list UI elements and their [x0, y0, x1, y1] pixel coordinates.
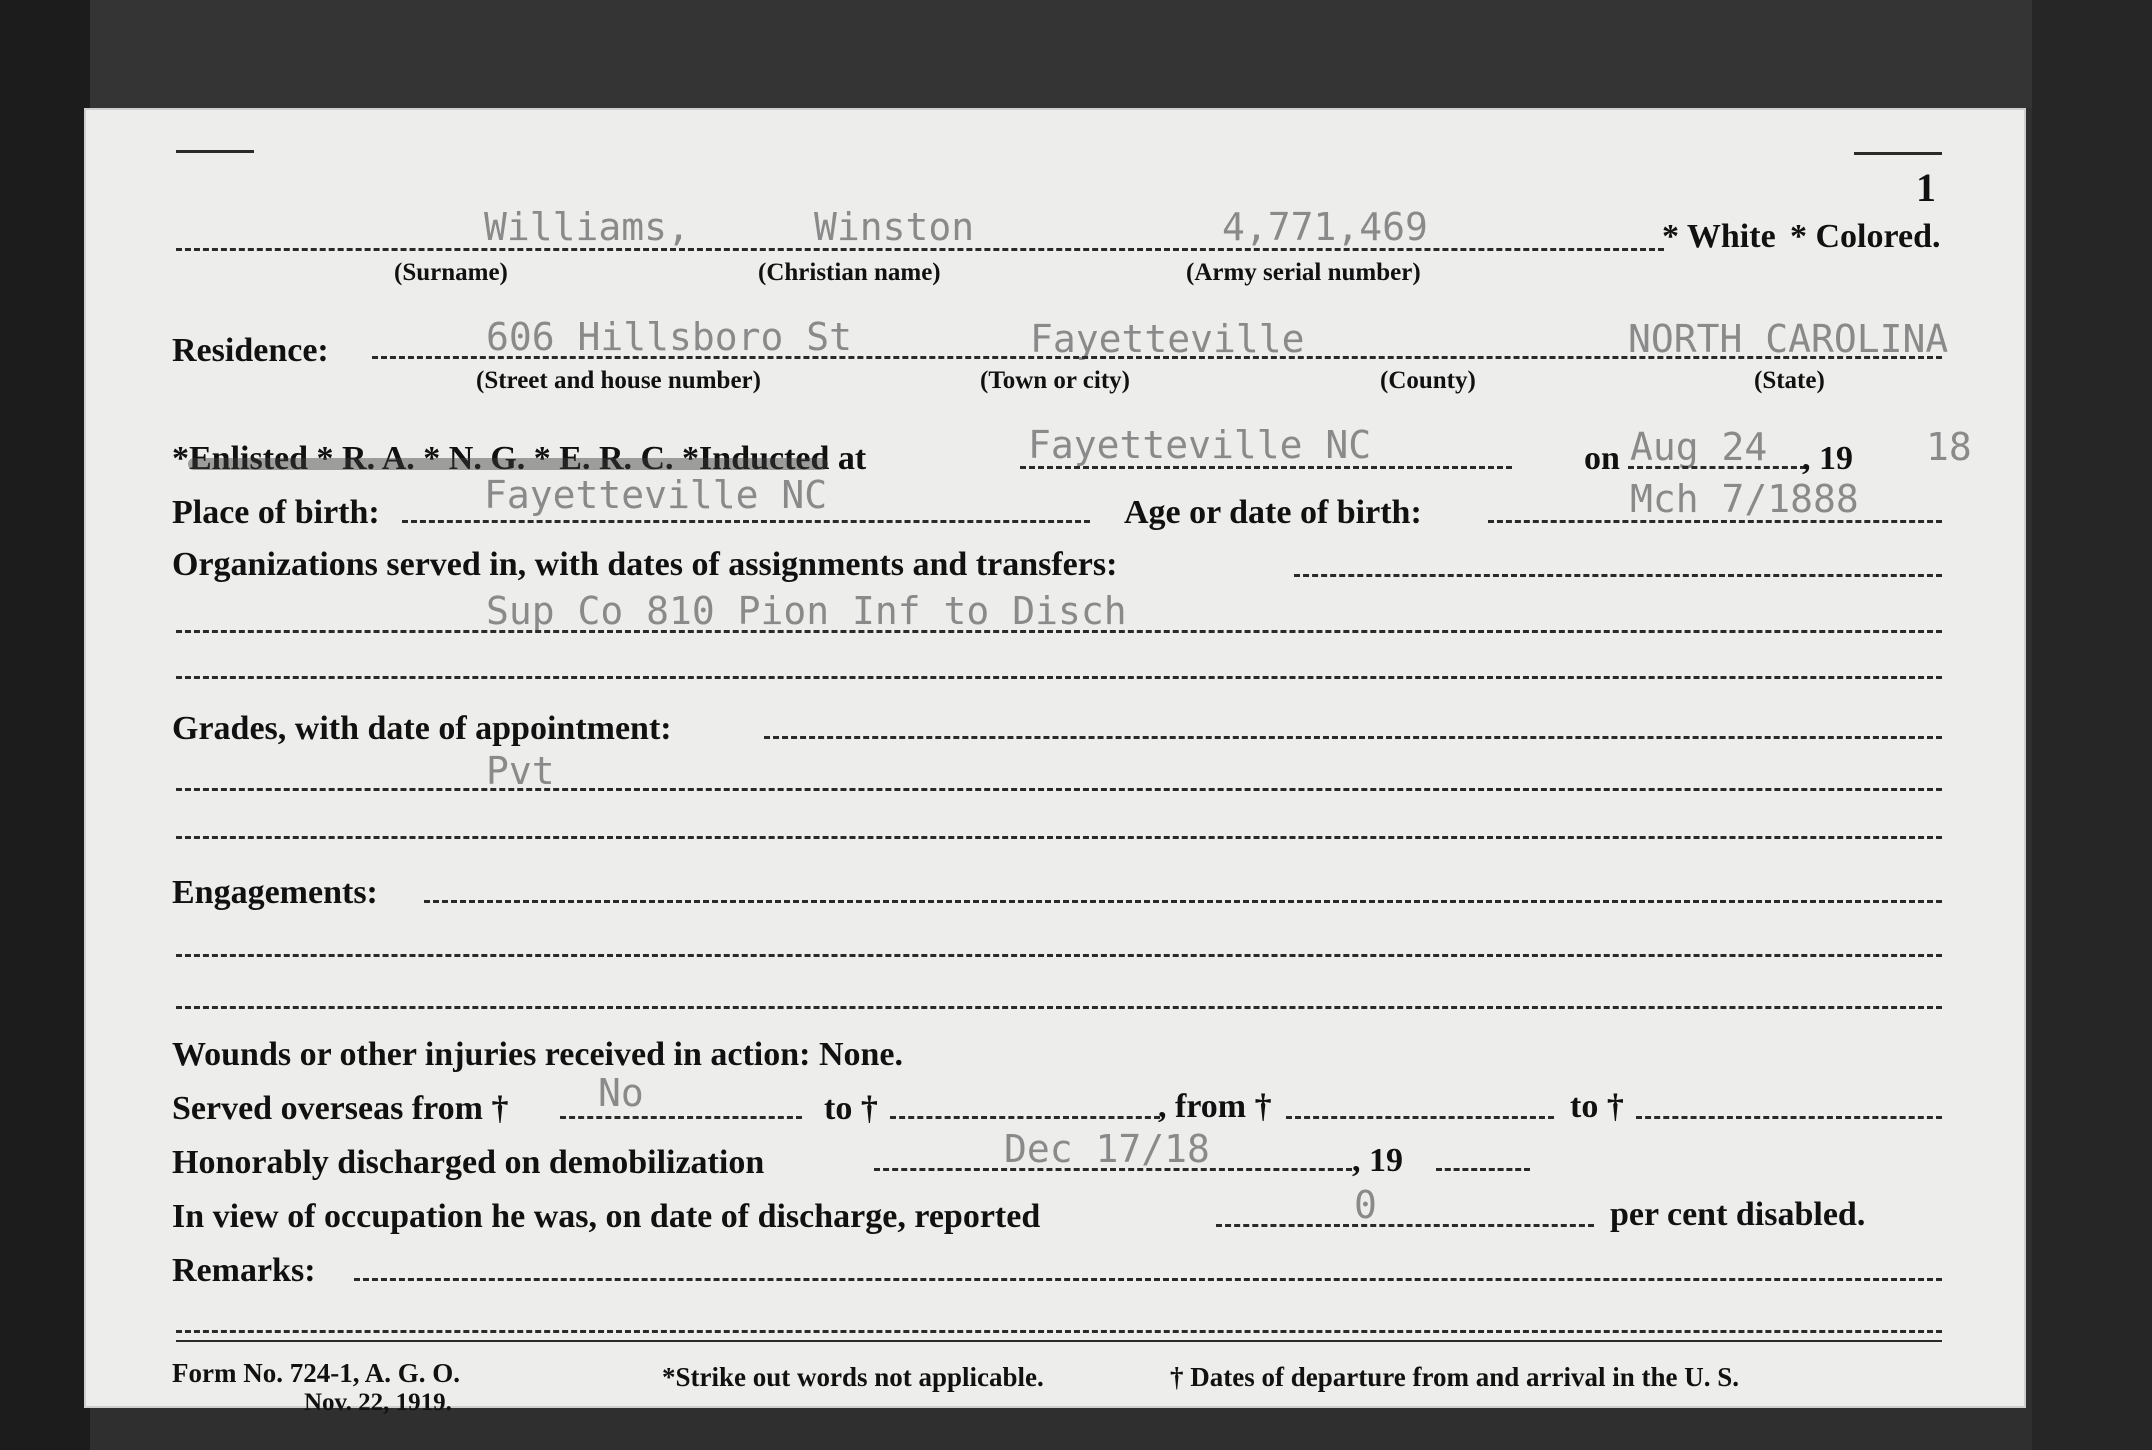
county-caption: (County) [1380, 367, 1476, 394]
overseas-to2-line [1636, 1116, 1942, 1119]
overseas-from2-line [1286, 1116, 1554, 1119]
grades-line-3 [176, 836, 1942, 839]
surname-caption: (Surname) [394, 259, 508, 286]
overseas-from-line [560, 1116, 802, 1119]
discharge-year-label: , 19 [1352, 1142, 1403, 1179]
disability-suffix: per cent disabled. [1610, 1196, 1866, 1233]
engagements-line-1 [424, 900, 1942, 903]
card-number: 1 [1916, 165, 1936, 210]
served-overseas-label: Served overseas from † [172, 1090, 509, 1127]
town-caption: (Town or city) [980, 367, 1130, 394]
year-prefix: , 19 [1802, 440, 1853, 477]
wounds-label: Wounds or other injuries received in action: None. [172, 1036, 903, 1073]
army-serial-value: 4,771,469 [1222, 205, 1428, 249]
disability-label: In view of occupation he was, on date of discharge, reported [172, 1198, 1041, 1235]
discharge-date-line [874, 1168, 1352, 1171]
strike-out-note: *Strike out words not applicable. [662, 1362, 1044, 1392]
organizations-line-1 [1294, 574, 1942, 577]
organizations-line-2 [176, 630, 1942, 633]
white-label: * White [1662, 218, 1776, 255]
place-of-birth-value: Fayetteville NC [484, 473, 828, 517]
christian-name-caption: (Christian name) [758, 259, 941, 286]
organizations-value: Sup Co 810 Pion Inf to Disch [486, 589, 1127, 633]
top-left-rule [176, 150, 254, 153]
residence-label: Residence: [172, 332, 329, 369]
residence-line [372, 356, 1942, 359]
christian-name-value: Winston [814, 205, 975, 249]
form-number: Form No. 724-1, A. G. O. [172, 1358, 460, 1388]
discharge-label: Honorably discharged on demobilization [172, 1144, 765, 1181]
street-value: 606 Hillsboro St [486, 315, 853, 359]
grades-line-1 [764, 736, 1942, 739]
overseas-to-line [890, 1116, 1160, 1119]
grades-line-2 [176, 788, 1942, 791]
state-value: NORTH CAROLINA [1628, 317, 1949, 361]
inducted-at-value: Fayetteville NC [1028, 423, 1372, 467]
remarks-line-1 [354, 1278, 1942, 1281]
on-label: on [1584, 440, 1620, 477]
age-line [1488, 520, 1942, 523]
remarks-label: Remarks: [172, 1252, 316, 1289]
army-serial-caption: (Army serial number) [1186, 259, 1421, 286]
enlisted-strikeout [188, 458, 828, 470]
engagements-line-3 [176, 1006, 1942, 1009]
induction-date-value: Aug 24 [1630, 425, 1768, 469]
footer-rule [176, 1340, 1942, 1342]
service-record-card [84, 108, 2026, 1416]
age-value: Mch 7/1888 [1630, 477, 1859, 521]
scan-background-top [0, 0, 2152, 108]
remarks-line-2 [176, 1330, 1942, 1333]
grades-value: Pvt [486, 749, 555, 793]
engagements-line-2 [176, 954, 1942, 957]
overseas-to-label: to † [824, 1090, 878, 1127]
served-overseas-from-value: No [598, 1071, 644, 1115]
overseas-to2-label: to † [1570, 1088, 1624, 1125]
overseas-from2-label: , from † [1158, 1088, 1272, 1125]
scan-background-left [0, 0, 90, 1450]
disability-line [1216, 1224, 1594, 1227]
age-label: Age or date of birth: [1124, 494, 1422, 531]
top-right-rule [1854, 152, 1942, 155]
enlistment-label: *Enlisted * R. A. * N. G. * E. R. C. *Inducted at [172, 440, 867, 477]
dates-note: † Dates of departure from and arrival in the U. S. [1170, 1362, 1739, 1392]
discharge-year-line [1436, 1168, 1530, 1171]
form-date: Nov. 22, 1919. [304, 1389, 452, 1416]
inducted-line [1020, 466, 1512, 469]
town-value: Fayetteville [1030, 317, 1305, 361]
grades-label: Grades, with date of appointment: [172, 710, 672, 747]
disability-value: 0 [1354, 1183, 1377, 1227]
place-of-birth-label: Place of birth: [172, 494, 380, 531]
discharge-date-value: Dec 17/18 [1004, 1127, 1210, 1171]
organizations-label: Organizations served in, with dates of assignments and transfers: [172, 546, 1118, 583]
engagements-label: Engagements: [172, 874, 378, 911]
scan-background-right [2032, 0, 2152, 1450]
surname-value: Williams, [484, 205, 690, 249]
organizations-line-3 [176, 676, 1942, 679]
place-of-birth-line [402, 520, 1090, 523]
colored-label: * Colored. [1790, 218, 1941, 255]
name-line [176, 248, 1664, 251]
induction-date-line [1628, 466, 1806, 469]
state-caption: (State) [1754, 367, 1825, 394]
induction-year-value: 18 [1926, 425, 1972, 469]
street-caption: (Street and house number) [476, 367, 761, 394]
